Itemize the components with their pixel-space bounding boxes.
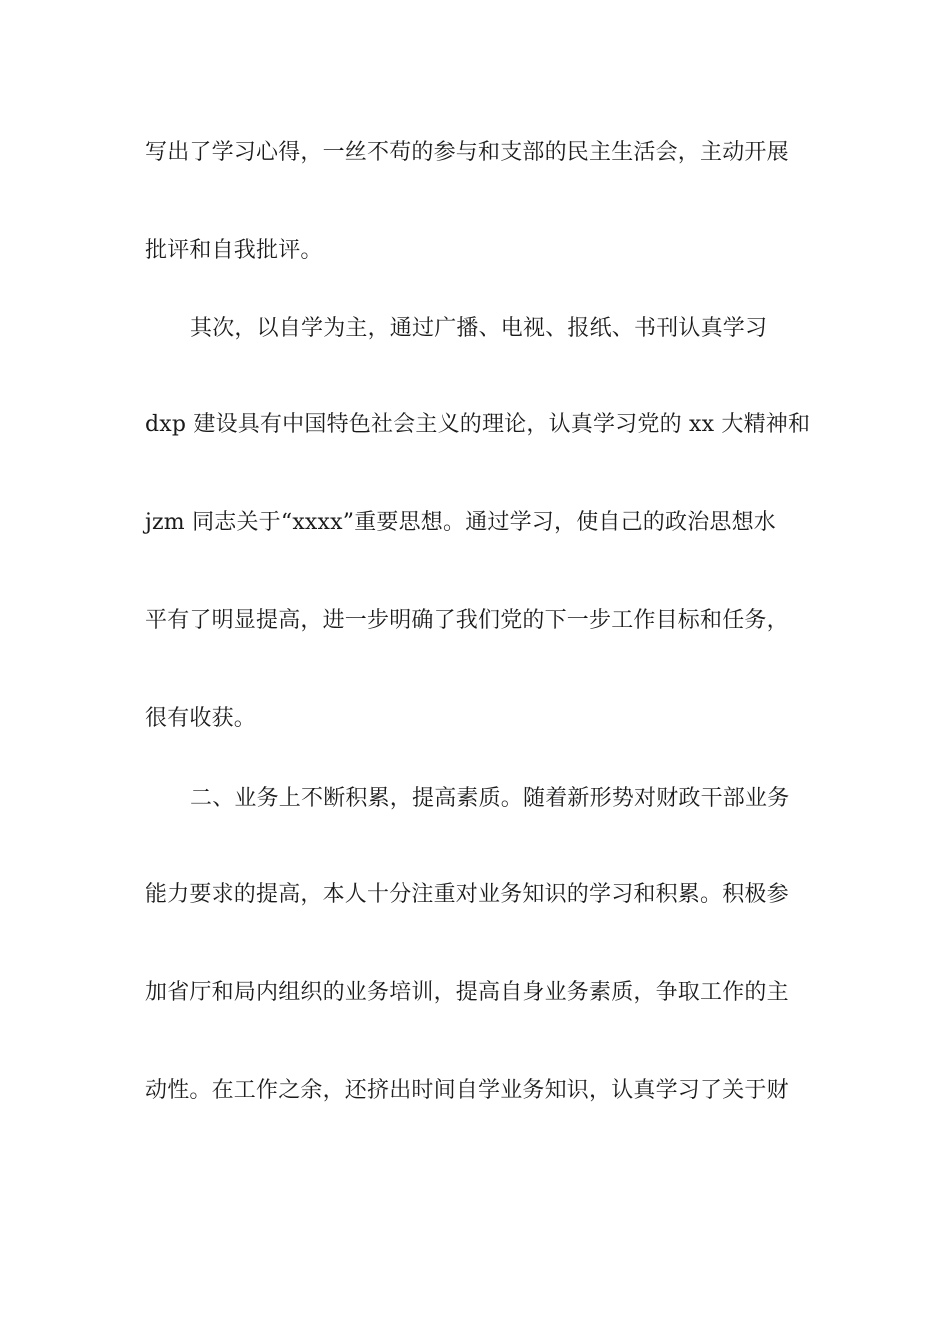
paragraph-start-line-8: 二、业务上不断积累，提高素质。随着新形势对财政干部业务 [190,786,790,811]
text-line-11: 动性。在工作之余，还挤出时间自学业务知识，认真学习了关于财 [145,1078,789,1103]
text-line-1: 写出了学习心得，一丝不苟的参与和支部的民主生活会，主动开展 [145,140,789,165]
text-line-9: 能力要求的提高，本人十分注重对业务知识的学习和积累。积极参 [145,882,789,907]
text-line-4: dxp 建设具有中国特色社会主义的理论，认真学习党的 xx 大精神和 [145,412,811,437]
text-line-5: jzm 同志关于“xxxx”重要思想。通过学习，使自己的政治思想水 [145,510,776,535]
text-line-2: 批评和自我批评。 [145,238,323,263]
text-line-6: 平有了明显提高，进一步明确了我们党的下一步工作目标和任务， [145,608,789,633]
text-line-7: 很有收获。 [145,706,257,731]
text-line-10: 加省厅和局内组织的业务培训，提高自身业务素质，争取工作的主 [145,980,789,1005]
paragraph-start-line-3: 其次，以自学为主，通过广播、电视、报纸、书刊认真学习 [190,316,768,341]
